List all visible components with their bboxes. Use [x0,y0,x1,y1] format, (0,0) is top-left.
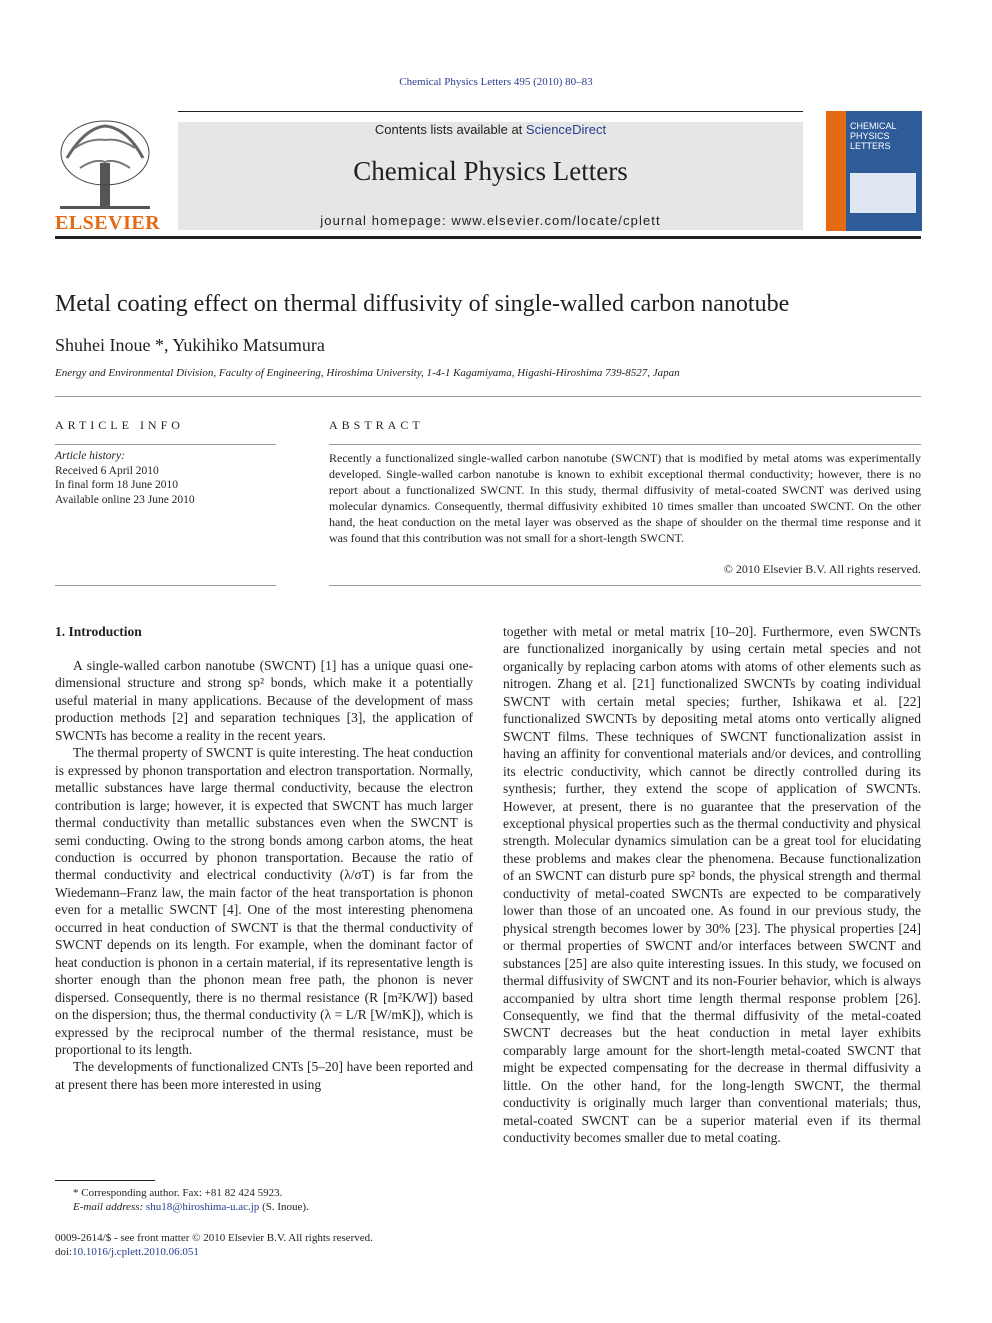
divider [55,585,276,586]
doi-line [55,1245,473,1259]
journal-title: Chemical Physics Letters [353,156,628,186]
email-label: E-mail address: [73,1201,146,1213]
doi-label: doi: [55,1246,73,1258]
cover-strip [826,111,846,231]
abstract-copyright: © 2010 Elsevier B.V. All rights reserved. [723,562,921,576]
article-authors: Shuhei Inoue *, Yukihiko Matsumura [55,335,325,355]
abstract-heading: ABSTRACT [329,418,424,432]
section-heading: 1. Introduction [55,624,142,639]
article-title: Metal coating effect on thermal diffusivity of single-walled carbon nanotube [55,291,790,317]
history-received: Received 6 April 2010 [55,464,159,477]
divider [329,585,921,586]
divider [55,444,276,445]
corresponding-author: * Corresponding author. Fax: +81 82 424 5923. [73,1187,283,1199]
paragraph: together with metal or metal matrix [10–20]. Furthermore, even SWCNTs are functionalized inorganically by using certain metal species and not organically by replacing carbon atoms with atoms of other elements such as nitrogen. Zhang et al. [21] functionalized SWCNTs by coating individual SWCNT with certain metal species; further, Ishikawa et al. [22] functionalized SWCNTs by depositing metal atoms onto vertically aligned SWCNT films. These techniques of SWCNT functionalization assist in having an affinity for conventional materials and/or devices, and controlling its electric conductivity, which cannot be directly controlled during its synthesis; further, they extend the scope of application of SWCNTs. However, at present, there is no guarantee that the preservation of the exceptional physical properties such as the thermal conductivity and physical strength. Molecular dynamics simulation can be a great tool for elucidating these problems and makes clear the phenomena. Because functionalization of an SWCNT can disturb pure sp² bonds, the physical strength and thermal conductivity of metal-coated SWCNTs are expected to be comparatively lower than those of an uncoated one. As found in our previous study, the physical strength becomes lower by 30% [23]. The physical properties [24] or thermal properties of SWCNT and/or interfaces between SWCNT and substances [25] are also quite interesting issues. In this study, we focused on thermal diffusivity of SWCNT and its non-Fourier behavior, which is always accompanied by ultra short time length thermal response problem [26]. Consequently, we find that the thermal diffusivity of the metal-coated SWCNT decreases but the heat conduction in metal layer exhibits comparably large amount for the short-length metal-coated SWCNT that might be expected compensating for the decrease in thermal diffusivity a little. On the other hand, for the long-length SWCNT, the thermal conductivity is originally much larger than conventional materials; thus, metal-coated SWCNT can be a superior material even if its thermal conductivity becomes smaller due to metal coating. [503,624,921,1146]
front-matter-info [55,1231,473,1259]
email-suffix: (S. Inoue). [259,1201,309,1213]
email-link[interactable]: shu18@hiroshima-u.ac.jp [145,1201,260,1213]
footnote-rule [55,1180,155,1181]
paragraph: The thermal property of SWCNT is quite interesting. The heat conduction is expressed by phonon transportation and electron transportation. Normally, metallic substances have large thermal conductivity, because the electron contribution is large; however, it is expected that SWCNT has much larger thermal conductivity than metallic substances even when the SWCNT is semi conducting. Owing to the strong bonds among carbon atoms, the heat conduction is occurred by phonon transportation. Because the ratio of thermal conductivity and electrical conductivity (λ/σT) is far from the Wiedemann–Franz law, the main factor of the heat transportation is phonon even for a metallic SWCNT [4]. One of the most interesting phenomena occurred in heat conduction of SWCNT is that the thermal conductivity of SWCNT depends on its length. For example, when the dominant factor of heat conduction is phonon in a certain material, if its representative length is shorter enough than the phonon mean free path, the phonon is never dispersed. Consequently, there is no thermal resistance (R [m²K/W]) based on the dispersion; thus, the thermal conductivity (λ = L/R [W/mK]), which is expressed by the reciprocal number of the thermal resistance, must be proportional to its length. [55,745,473,1057]
publisher-wordmark: ELSEVIER [55,212,161,234]
email-line [55,1200,473,1214]
paragraph: A single-walled carbon nanotube (SWCNT) [1] has a unique quasi one-dimensional structure and strong sp² bonds, which make it a potentially useful material in many applications. Because of the development of mass production methods [2] and separation techniques [3], the application of SWCNTs has become a reality in the recent years. [55,658,473,743]
cover-title [850,121,897,151]
contents-prefix: Contents lists available at [374,122,526,137]
header-thick-rule [55,236,921,239]
contents-line [178,122,803,137]
journal-homepage[interactable]: journal homepage: www.elsevier.com/locate/cplett [320,213,661,228]
journal-citation[interactable]: Chemical Physics Letters 495 (2010) 80–83 [399,76,593,88]
article-history [55,449,276,507]
abstract-text: Recently a functionalized single-walled carbon nanotube (SWCNT) that is modified by metal atoms was experimentally developed. Single-walled carbon nanotube is known to exhibit exceptional thermal conductivity; however, there is no report about a functionalized SWCNT. In this study, thermal diffusivity of metal-coated SWCNT was derived using molecular dynamics. Consequently, thermal diffusivity exhibited 10 times smaller than uncoated SWCNT. On the other hand, the heat conduction on the metal layer was observed as the shape of shoulder on the thermal time response and it was found that this contribution was not small for a short-length SWCNT. [329,451,921,545]
history-online: Available online 23 June 2010 [55,493,195,506]
cover-line: LETTERS [850,141,891,151]
affiliation: Energy and Environmental Division, Faculty of Engineering, Hiroshima University, 1-4-1 Kagamiyama, Higashi-Hiroshima 739-8527, Japan [55,367,680,379]
cover-image [850,173,916,213]
footnote [55,1186,473,1214]
paragraph: The developments of functionalized CNTs [5–20] have been reported and at present there has been more interested in using [55,1059,473,1092]
cover-line: CHEMICAL [850,121,897,131]
article-info-heading: ARTICLE INFO [55,418,184,432]
sciencedirect-link[interactable]: ScienceDirect [525,122,607,137]
header-divider [178,111,803,112]
cover-line: PHYSICS [850,131,890,141]
front-matter: 0009-2614/$ - see front matter © 2010 Elsevier B.V. All rights reserved. [55,1232,373,1244]
history-final: In final form 18 June 2010 [55,479,178,491]
body-column-left [55,657,473,1093]
body-column-right [503,623,921,1147]
journal-cover [826,111,922,231]
doi-link[interactable]: 10.1016/j.cplett.2010.06.051 [72,1246,199,1258]
divider [329,444,921,445]
history-label: Article history: [55,450,125,462]
divider [55,396,921,397]
